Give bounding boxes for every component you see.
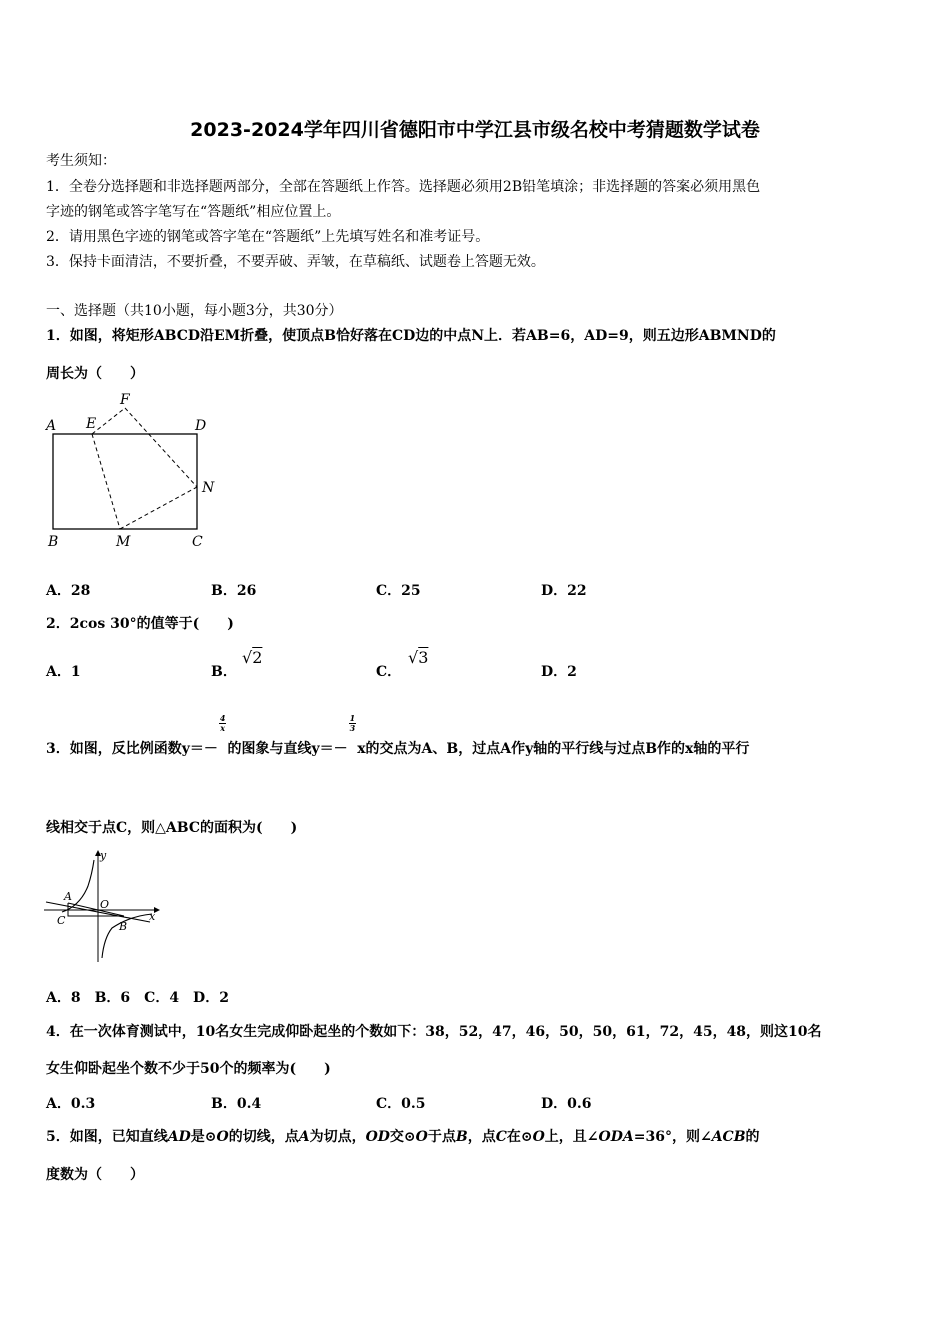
q4-option-d: D．0.6 [541, 1096, 592, 1112]
q1-label-n: N [202, 480, 215, 496]
notice-line-2: 2．请用黑色字迹的钢笔或答字笔在“答题纸”上先填写姓名和准考证号。 [46, 229, 490, 245]
q3-label-b: B [119, 920, 128, 933]
q1-label-f: F [120, 392, 130, 408]
q1-text-line1: 1．如图，将矩形ABCD沿EM折叠，使顶点B恰好落在CD边的中点N上．若AB=6，AD=9，则五边形ABMND的 [46, 328, 776, 344]
q3-label-a: A [64, 890, 72, 903]
section-heading: 一、选择题（共10小题，每小题3分，共30分） [46, 303, 343, 319]
notice-heading: 考生须知： [46, 153, 116, 169]
notice-line-3: 3．保持卡面清洁，不要折叠，不要弄破、弄皱，在草稿纸、试题卷上答题无效。 [46, 254, 545, 270]
q3-label-x: x [149, 910, 156, 923]
q3-options: A．8 B．6 C．4 D．2 [46, 990, 229, 1006]
q4-option-a: A．0.3 [46, 1096, 96, 1112]
q2-option-c: C． [376, 664, 402, 680]
q1-figure [40, 388, 230, 553]
q2-option-d: D．2 [541, 664, 577, 680]
q5-text-line2: 度数为（ ） [46, 1167, 144, 1183]
q4-text-line2: 女生仰卧起坐个数不少于50个的频率为( ) [46, 1061, 331, 1077]
notice-line-1b: 字迹的钢笔或答字笔写在“答题纸”相应位置上。 [46, 204, 341, 220]
page-title: 2023-2024学年四川省德阳市中学江县市级名校中考猜题数学试卷 [190, 119, 760, 141]
q1-option-c: C．25 [376, 583, 421, 599]
q1-label-d: D [195, 418, 207, 434]
q1-option-a: A．28 [46, 583, 91, 599]
q3-fraction-1: $\frac{4}{x}$ [219, 712, 226, 733]
q3-label-c: C [57, 914, 66, 927]
q4-text-line1: 4．在一次体育测试中，10名女生完成仰卧起坐的个数如下：38，52，47，46，50，50，61，72，45，48，则这10名 [46, 1024, 822, 1040]
q3-figure [42, 846, 164, 968]
q1-text-line2: 周长为（ ） [46, 366, 144, 382]
q1-label-a: A [46, 418, 57, 434]
q4-option-c: C．0.5 [376, 1096, 426, 1112]
q3-fraction-2: $\frac{1}{3}$ [349, 712, 356, 733]
q2-text: 2．2cos 30°的值等于( ) [46, 616, 234, 632]
q3-text-line2: 线相交于点C，则△ABC的面积为( ) [46, 820, 298, 836]
q3-label-y: y [100, 849, 107, 862]
q2-option-b-root: √2 [242, 648, 263, 667]
notice-line-1: 1．全卷分选择题和非选择题两部分，全部在答题纸上作答。选择题必须用2B铅笔填涂；非选择题的答案必须用黑色 [46, 179, 761, 195]
q2-option-a: A．1 [46, 664, 81, 680]
q3-label-o: O [100, 898, 110, 911]
q2-option-b: B． [211, 664, 237, 680]
q2-option-c-root: √3 [408, 648, 429, 667]
q5-text-line1: 5．如图，已知直线AD是⊙O的切线，点A为切点，OD交⊙O于点B，点C在⊙O上，且∠ODA=36°，则∠ACB的 [46, 1129, 760, 1145]
q1-label-m: M [116, 534, 131, 550]
q1-option-d: D．22 [541, 583, 587, 599]
q4-option-b: B．0.4 [211, 1096, 262, 1112]
q1-label-c: C [192, 534, 203, 550]
q1-label-b: B [48, 534, 59, 550]
q3-text-line1: 3．如图，反比例函数y＝－ $\frac{4}{x}$ 的图象与直线y＝－ $\frac{1}{3}$ x的交点为A、B，过点A作y轴的平行线与过点B作的x轴的平行 [46, 712, 750, 757]
q1-option-b: B．26 [211, 583, 257, 599]
q1-label-e: E [86, 416, 97, 432]
